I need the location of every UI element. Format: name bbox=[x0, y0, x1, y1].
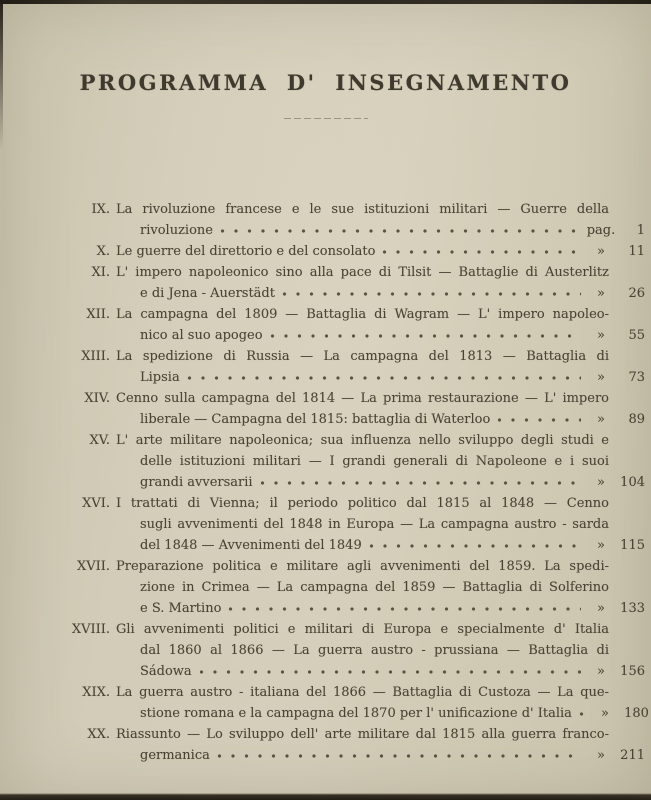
toc-entry bbox=[62, 556, 645, 619]
page-number: 133 bbox=[620, 601, 645, 616]
dot-leader bbox=[579, 703, 585, 717]
page-ref-label: » bbox=[597, 412, 605, 427]
toc-line bbox=[140, 640, 645, 661]
toc-line bbox=[140, 283, 645, 304]
toc-line bbox=[140, 535, 645, 556]
entry-text: sugli avvenimenti del 1848 in Europa — La campagna austro - sarda bbox=[140, 517, 609, 532]
dot-leader bbox=[497, 409, 581, 423]
toc-line bbox=[140, 598, 645, 619]
toc-line bbox=[140, 220, 645, 241]
toc-line bbox=[62, 346, 645, 367]
toc-entry bbox=[62, 493, 645, 556]
dot-leader bbox=[282, 283, 581, 297]
entry-text: Sádowa bbox=[140, 664, 192, 679]
page-number: 1 bbox=[636, 223, 645, 238]
chapter-numeral: XVIII. bbox=[71, 622, 110, 637]
entry-text: La guerra austro - italiana del 1866 — Battaglia di Custoza — La que- bbox=[116, 685, 609, 700]
entry-text: delle istituzioni militari — I grandi generali di Napoleone e i suoi bbox=[140, 454, 609, 469]
page-title: PROGRAMMA D' INSEGNAMENTO bbox=[79, 70, 572, 95]
dot-leader bbox=[270, 325, 581, 339]
toc-line bbox=[62, 724, 645, 745]
entry-text: L' impero napoleonico sino alla pace di Tilsit — Battaglie di Austerlitz bbox=[116, 265, 609, 280]
page-number: 55 bbox=[628, 328, 645, 343]
dot-leader bbox=[260, 472, 581, 486]
entry-text: L' arte militare napoleonica; sua influenza nello sviluppo degli studi e bbox=[116, 433, 609, 448]
toc-line bbox=[140, 367, 645, 388]
page-number: 89 bbox=[628, 412, 645, 427]
toc-line bbox=[140, 661, 645, 682]
page-ref-label: » bbox=[597, 664, 605, 679]
toc-entry bbox=[62, 304, 645, 346]
page-ref-label: » bbox=[597, 286, 605, 301]
page-number: 26 bbox=[628, 286, 645, 301]
dot-leader bbox=[382, 241, 581, 255]
toc-entry bbox=[62, 241, 645, 262]
toc-entry bbox=[62, 619, 645, 682]
chapter-numeral: XVI. bbox=[82, 496, 110, 511]
entry-text: Preparazione politica e militare agli avvenimenti del 1859. La spedi- bbox=[116, 559, 609, 574]
page-ref-label: » bbox=[597, 370, 605, 385]
chapter-numeral: XI. bbox=[91, 265, 110, 280]
toc-entry bbox=[62, 430, 645, 493]
entry-text: stione romana e la campagna del 1870 per l' unificazione d' Italia bbox=[140, 706, 572, 721]
toc-entry bbox=[62, 262, 645, 304]
entry-text: del 1848 — Avvenimenti del 1849 bbox=[140, 538, 362, 553]
entry-text: liberale — Campagna del 1815: battaglia di Waterloo bbox=[140, 412, 491, 427]
page-ref-label: » bbox=[597, 538, 605, 553]
table-of-contents bbox=[62, 199, 649, 766]
toc-line bbox=[140, 451, 645, 472]
page-ref-label: » bbox=[597, 748, 605, 763]
toc-line bbox=[140, 409, 645, 430]
toc-line bbox=[140, 703, 649, 724]
page-ref-label: » bbox=[597, 244, 605, 259]
entry-text: La spedizione di Russia — La campagna del 1813 — Battaglia di bbox=[116, 349, 609, 364]
chapter-numeral: XIV. bbox=[84, 391, 110, 406]
entry-text: rivoluzione bbox=[140, 223, 213, 238]
toc-line bbox=[140, 577, 645, 598]
entry-text: e S. Martino bbox=[140, 601, 222, 616]
page-number: 211 bbox=[620, 748, 645, 763]
page-number: 73 bbox=[628, 370, 645, 385]
entry-text: germanica bbox=[140, 748, 210, 763]
toc-entry bbox=[62, 199, 645, 241]
page-ref-label: » bbox=[597, 328, 605, 343]
entry-text: I trattati di Vienna; il periodo politico dal 1815 al 1848 — Cenno bbox=[116, 496, 609, 511]
title-divider-rule bbox=[284, 117, 368, 119]
dot-leader bbox=[228, 598, 581, 612]
toc-line bbox=[62, 199, 645, 220]
toc-line bbox=[62, 388, 645, 409]
entry-text: Riassunto — Lo sviluppo dell' arte militare dal 1815 alla guerra franco- bbox=[116, 727, 609, 742]
toc-entry bbox=[62, 682, 649, 724]
dot-leader bbox=[217, 745, 581, 759]
page-number: 156 bbox=[620, 664, 645, 679]
entry-text: Le guerre del direttorio e del consolato bbox=[116, 244, 376, 259]
scan-edge-top bbox=[0, 0, 651, 4]
entry-text: Cenno sulla campagna del 1814 — La prima restaurazione — L' impero bbox=[116, 391, 609, 406]
page-number: 180 bbox=[624, 706, 649, 721]
page-ref-label: » bbox=[597, 475, 605, 490]
dot-leader bbox=[187, 367, 581, 381]
toc-line bbox=[140, 514, 645, 535]
toc-line bbox=[62, 241, 645, 262]
scan-edge-bottom bbox=[0, 793, 651, 800]
toc-line bbox=[62, 556, 645, 577]
chapter-numeral: XV. bbox=[89, 433, 110, 448]
chapter-numeral: XX. bbox=[87, 727, 110, 742]
chapter-numeral: XVII. bbox=[76, 559, 110, 574]
toc-line bbox=[62, 619, 645, 640]
toc-entry bbox=[62, 346, 645, 388]
page-ref-label: » bbox=[600, 706, 609, 721]
toc-line bbox=[140, 745, 645, 766]
entry-text: Gli avvenimenti politici e militari di Europa e specialmente d' Italia bbox=[116, 622, 609, 637]
entry-text: dal 1860 al 1866 — La guerra austro - prussiana — Battaglia di bbox=[140, 643, 609, 658]
chapter-numeral: XIX. bbox=[82, 685, 110, 700]
dot-leader bbox=[369, 535, 581, 549]
toc-entry bbox=[62, 724, 645, 766]
scan-edge-left bbox=[0, 0, 3, 150]
chapter-numeral: X. bbox=[96, 244, 110, 259]
entry-text: nico al suo apogeo bbox=[140, 328, 263, 343]
entry-text: zione in Crimea — La campagna del 1859 — Battaglia di Solferino bbox=[140, 580, 609, 595]
page-ref-label: pag. bbox=[586, 223, 616, 238]
chapter-numeral: XII. bbox=[86, 307, 110, 322]
page-number: 104 bbox=[620, 475, 645, 490]
chapter-numeral: XIII. bbox=[81, 349, 110, 364]
toc-line bbox=[140, 472, 645, 493]
entry-text: La campagna del 1809 — Battaglia di Wagram — L' impero napoleo- bbox=[116, 307, 609, 322]
entry-text: e di Jena - Auerstädt bbox=[140, 286, 275, 301]
chapter-numeral: IX. bbox=[91, 202, 110, 217]
toc-line bbox=[62, 682, 645, 703]
toc-line bbox=[140, 325, 645, 346]
page-number: 11 bbox=[628, 244, 645, 259]
page-ref-label: » bbox=[597, 601, 605, 616]
entry-text: Lipsia bbox=[140, 370, 180, 385]
toc-line bbox=[62, 262, 645, 283]
entry-text: La rivoluzione francese e le sue istituzioni militari — Guerre della bbox=[116, 202, 609, 217]
toc-line bbox=[62, 430, 645, 451]
entry-text: grandi avversarii bbox=[140, 475, 253, 490]
toc-line bbox=[62, 304, 645, 325]
page-number: 115 bbox=[620, 538, 645, 553]
toc-entry bbox=[62, 388, 645, 430]
dot-leader bbox=[199, 661, 581, 675]
dot-leader bbox=[220, 220, 581, 234]
toc-line bbox=[62, 493, 645, 514]
